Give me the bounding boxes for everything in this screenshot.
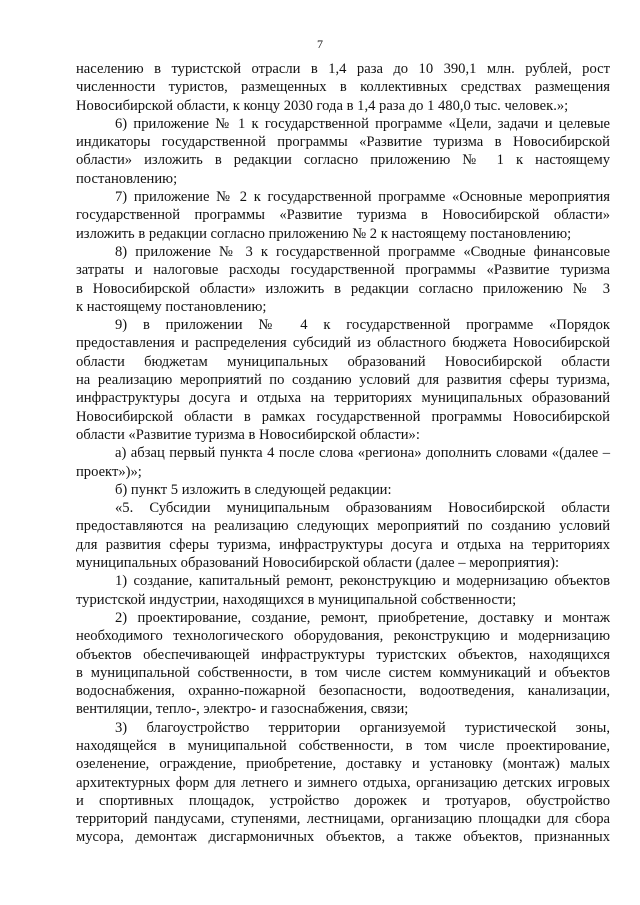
text-line: области» изложить в редакции согласно приложению № 1 к настоящему bbox=[76, 152, 610, 169]
text-line: численности туристов, размещенных в коллективных средствах размещения bbox=[76, 79, 610, 96]
text-line: архитектурных форм для летнего и зимнего отдыха, организацию детских игровых bbox=[76, 774, 610, 791]
text-line: 3) благоустройство территории организуемой туристической зоны, bbox=[115, 719, 610, 736]
text-line: «5. Субсидии муниципальным образованиям Новосибирской области bbox=[115, 500, 610, 517]
text-line: 1) создание, капитальный ремонт, реконструкцию и модернизацию объектов bbox=[115, 573, 610, 590]
text-line: области бюджетам муниципальных образований Новосибирской области bbox=[76, 353, 610, 370]
text-line: необходимого технологического оборудования, реконструкцию и модернизацию bbox=[76, 628, 610, 645]
text-line: 9) в приложении № 4 к государственной программе «Порядок bbox=[115, 317, 610, 334]
text-line: муниципальных образований Новосибирской области (далее – мероприятия): bbox=[76, 555, 560, 572]
text-line: и спортивных площадок, устройство дорожек и тротуаров, обустройство bbox=[76, 792, 610, 809]
text-line: на реализацию мероприятий по созданию условий для развития сферы туризма, bbox=[76, 372, 610, 389]
text-line: 6) приложение № 1 к государственной программе «Цели, задачи и целевые bbox=[115, 115, 610, 132]
text-line: для развития сферы туризма, инфраструктуры досуга и отдыха на территориях bbox=[76, 536, 610, 553]
text-line: постановлению; bbox=[76, 170, 178, 187]
text-line: 8) приложение № 3 к государственной программе «Сводные финансовые bbox=[115, 243, 610, 260]
document-body bbox=[76, 60, 610, 847]
text-line: Новосибирской области, к концу 2030 года в 1,4 раза до 1 480,0 тыс. человек.»; bbox=[76, 97, 569, 114]
text-line: населению в туристской отрасли в 1,4 раза до 10 390,1 млн. рублей, рост bbox=[76, 61, 610, 77]
text-line: а) абзац первый пункта 4 после слова «региона» дополнить словами «(далее – bbox=[115, 445, 610, 462]
text-line: индикаторы государственной программы «Развитие туризма в Новосибирской bbox=[76, 134, 610, 151]
text-line: туристской индустрии, находящихся в муниципальной собственности; bbox=[76, 591, 517, 608]
text-line: предоставления и распределения субсидий из областного бюджета Новосибирской bbox=[76, 335, 610, 352]
text-line: находящейся в муниципальной собственности, в том числе проектирование, bbox=[76, 737, 610, 754]
text-line: Новосибирской области в рамках государственной программы Новосибирской bbox=[76, 408, 610, 425]
text-line: затраты и налоговые расходы государственной программы «Развитие туризма bbox=[76, 262, 610, 279]
text-line: изложить в редакции согласно приложению № 2 к настоящему постановлению; bbox=[76, 225, 572, 242]
text-line: 2) проектирование, создание, ремонт, приобретение, доставку и монтаж bbox=[115, 609, 610, 626]
text-line: инфраструктуры досуга и отдыха на территориях муниципальных образований bbox=[76, 390, 610, 407]
text-line: к настоящему постановлению; bbox=[76, 298, 267, 315]
text-line: б) пункт 5 изложить в следующей редакции: bbox=[115, 481, 392, 498]
text-line: водоснабжения, охранно-пожарной безопасности, водоотведения, канализации, bbox=[76, 683, 610, 700]
text-line: мусора, демонтаж дисгармоничных объектов, а также объектов, признанных bbox=[76, 829, 610, 846]
text-line: озеленение, ограждение, приобретение, доставку и установку (монтаж) малых bbox=[76, 756, 610, 773]
text-line: объектов обеспечивающей инфраструктуры туристских объектов, находящихся bbox=[76, 646, 610, 663]
text-line: в муниципальной собственности, в том числе систем коммуникаций и объектов bbox=[76, 664, 610, 681]
text-line: вентиляции, тепло-, электро- и газоснабжения, связи; bbox=[76, 701, 409, 718]
text-line: проект»)»; bbox=[76, 463, 142, 480]
text-line: предоставляются на реализацию следующих мероприятий по созданию условий bbox=[76, 518, 610, 535]
text-line: государственной программы «Развитие туризма в Новосибирской области» bbox=[76, 207, 610, 224]
text-line: территорий пандусами, ступенями, лестницами, организацию площадки для сбора bbox=[76, 811, 610, 828]
text-line: 7) приложение № 2 к государственной программе «Основные мероприятия bbox=[115, 189, 610, 206]
text-line: в Новосибирской области» изложить в редакции согласно приложению № 3 bbox=[76, 280, 610, 297]
text-line: области «Развитие туризма в Новосибирской области»: bbox=[76, 426, 420, 443]
page-number: 7 bbox=[317, 37, 323, 51]
